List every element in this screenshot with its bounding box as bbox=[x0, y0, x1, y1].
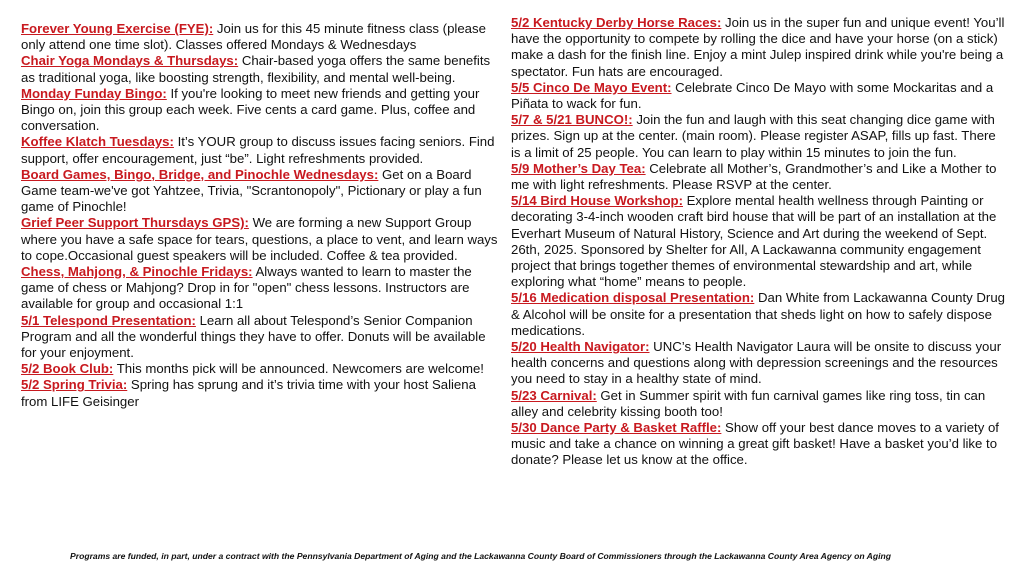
entry-medication-disposal bbox=[511, 290, 1007, 339]
entry-body: Celebrate all Mother’s, Grandmother’s and Like a Mother to me with light refreshments. Please RSVP at the center. bbox=[511, 160, 997, 193]
entry-body: Learn all about Telespond’s Senior Companion Program and all the wonderful things they have to offer. Donuts will be available for your enjoyment. bbox=[21, 312, 486, 361]
entry-bingo bbox=[21, 86, 503, 135]
entry-cinco-de-mayo bbox=[511, 80, 1007, 112]
entry-koffee-klatch bbox=[21, 134, 503, 166]
entry-body: This months pick will be announced. Newcomers are welcome! bbox=[113, 361, 484, 377]
entry-title: 5/2 Book Club: bbox=[21, 361, 114, 377]
entry-title: Chair Yoga Mondays & Thursdays: bbox=[21, 53, 239, 69]
entry-body: It’s YOUR group to discuss issues facing seniors. Find support, offer encouragement, just “be”. Light refreshments provided. bbox=[21, 134, 495, 166]
entry-title: Forever Young Exercise (FYE): bbox=[21, 21, 214, 36]
entry-title: 5/16 Medication disposal Presentation: bbox=[511, 290, 755, 306]
entry-title: 5/5 Cinco De Mayo Event: bbox=[511, 79, 672, 95]
entry-spring-trivia bbox=[21, 377, 503, 409]
entry-chair-yoga bbox=[21, 53, 503, 85]
entry-body: Join us in the super fun and unique event! You’ll have the opportunity to compete by rolling the dice and have your horse (on a stick) make a dash for the finish line. Enjoy a mint Julep inspired drink while you're being a spectator. Fun hats are encouraged. bbox=[511, 15, 1005, 79]
entry-body: Dan White from Lackawanna County Drug & Alcohol will be onsite for a presentation that sheds light on how to safely dispose medications. bbox=[511, 290, 1005, 338]
entry-book-club bbox=[21, 361, 503, 377]
entry-derby bbox=[511, 15, 1007, 80]
entry-title: Chess, Mahjong, & Pinochle Fridays: bbox=[21, 264, 253, 280]
entry-body: Chair-based yoga offers the same benefits as traditional yoga, like boosting strength, flexibility, and mental well-being. bbox=[21, 53, 491, 85]
entry-title: 5/23 Carnival: bbox=[511, 387, 597, 403]
entry-board-games bbox=[21, 167, 503, 216]
entry-body: If you're looking to meet new friends and getting your Bingo on, join this group each week. Five cents a card game. Plus, coffee and conversation. bbox=[21, 85, 480, 134]
entry-title: Board Games, Bingo, Bridge, and Pinochle Wednesdays: bbox=[21, 166, 379, 182]
entry-carnival bbox=[511, 388, 1007, 420]
entry-title: 5/14 Bird House Workshop: bbox=[511, 193, 683, 209]
entry-title: 5/9 Mother’s Day Tea: bbox=[511, 160, 646, 176]
entry-grief-support bbox=[21, 215, 503, 264]
entry-body: Get in Summer spirit with fun carnival games like ring toss, tin can alley and celebrity kissing booth too! bbox=[511, 387, 986, 419]
entry-body: Celebrate Cinco De Mayo with some Mockaritas and a Piñata to wack for fun. bbox=[511, 79, 994, 112]
entry-title: Koffee Klatch Tuesdays: bbox=[21, 134, 174, 150]
entry-body: Always wanted to learn to master the game of chess or Mahjong? Drop in for "open" chess lessons. Instructors are available for group and occasional 1:1 bbox=[21, 264, 472, 312]
entry-dance-party bbox=[511, 420, 1007, 469]
right-column bbox=[511, 15, 1007, 469]
entry-bunco bbox=[511, 112, 1007, 161]
entry-chess-mahjong bbox=[21, 264, 503, 313]
entry-body: Explore mental health wellness through Painting or decorating 3-4-inch wooden craft bird house that will be part of an installation at the Everhart Museum of Natural History, Science and Art during the weekend of Sept. 26th, 2025. Sponsored by Shelter for All, A Lackawanna community engagement project that brings together themes of environmental stewardship and art, while exploring what “home” means to people. bbox=[511, 193, 997, 290]
entry-title: 5/1 Telespond Presentation: bbox=[21, 312, 196, 328]
entry-telespond bbox=[21, 313, 503, 362]
left-column bbox=[21, 21, 503, 410]
entry-body: UNC’s Health Navigator Laura will be onsite to discuss your health concerns and questions along with depression screenings and the resources you need to stay in a healthy state of mind. bbox=[511, 339, 1002, 387]
entry-fye bbox=[21, 21, 503, 53]
entry-title: 5/30 Dance Party & Basket Raffle: bbox=[511, 420, 722, 436]
entry-title: 5/2 Kentucky Derby Horse Races: bbox=[511, 15, 722, 30]
entry-body: Get on a Board Game team-we've got Yahtzee, Trivia, "Scrantonopoly", Pictionary or play a fun game of Pinochle! bbox=[21, 166, 482, 215]
entry-health-navigator bbox=[511, 339, 1007, 388]
entry-title: Monday Funday Bingo: bbox=[21, 85, 167, 101]
entry-body: We are forming a new Support Group where you have a safe space for tears, questions, a place to vent, and learn ways to cope.Occasional guest speakers will be included. Coffee & tea provided. bbox=[21, 215, 498, 263]
entry-title: 5/7 & 5/21 BUNCO!: bbox=[511, 112, 633, 128]
entry-body: Spring has sprung and it’s trivia time with your host Saliena from LIFE Geisinger bbox=[21, 377, 476, 409]
entry-body: Join us for this 45 minute fitness class (please only attend one time slot). Classes offered Mondays & Wednesdays bbox=[21, 21, 486, 53]
entry-title: 5/2 Spring Trivia: bbox=[21, 377, 128, 393]
entry-body: Join the fun and laugh with this seat changing dice game with prizes. Sign up at the center. (main room). Please register ASAP, fills up fast. There is a limit of 25 people. You can learn to play within 15 minutes to join the fun. bbox=[511, 112, 996, 160]
entry-title: 5/20 Health Navigator: bbox=[511, 339, 650, 355]
entry-mothers-day-tea bbox=[511, 161, 1007, 193]
funding-footer: Programs are funded, in part, under a contract with the Pennsylvania Department of Aging and the Lackawanna County Board of Commissioners through the Lackawanna County Area Agency on Aging bbox=[70, 551, 891, 561]
entry-title: Grief Peer Support Thursdays GPS): bbox=[21, 215, 249, 231]
entry-bird-house bbox=[511, 193, 1007, 290]
entry-body: Show off your best dance moves to a variety of music and take a chance on winning a great gift basket! Have a basket you’d like to donate? Please let us know at the office. bbox=[511, 420, 999, 468]
